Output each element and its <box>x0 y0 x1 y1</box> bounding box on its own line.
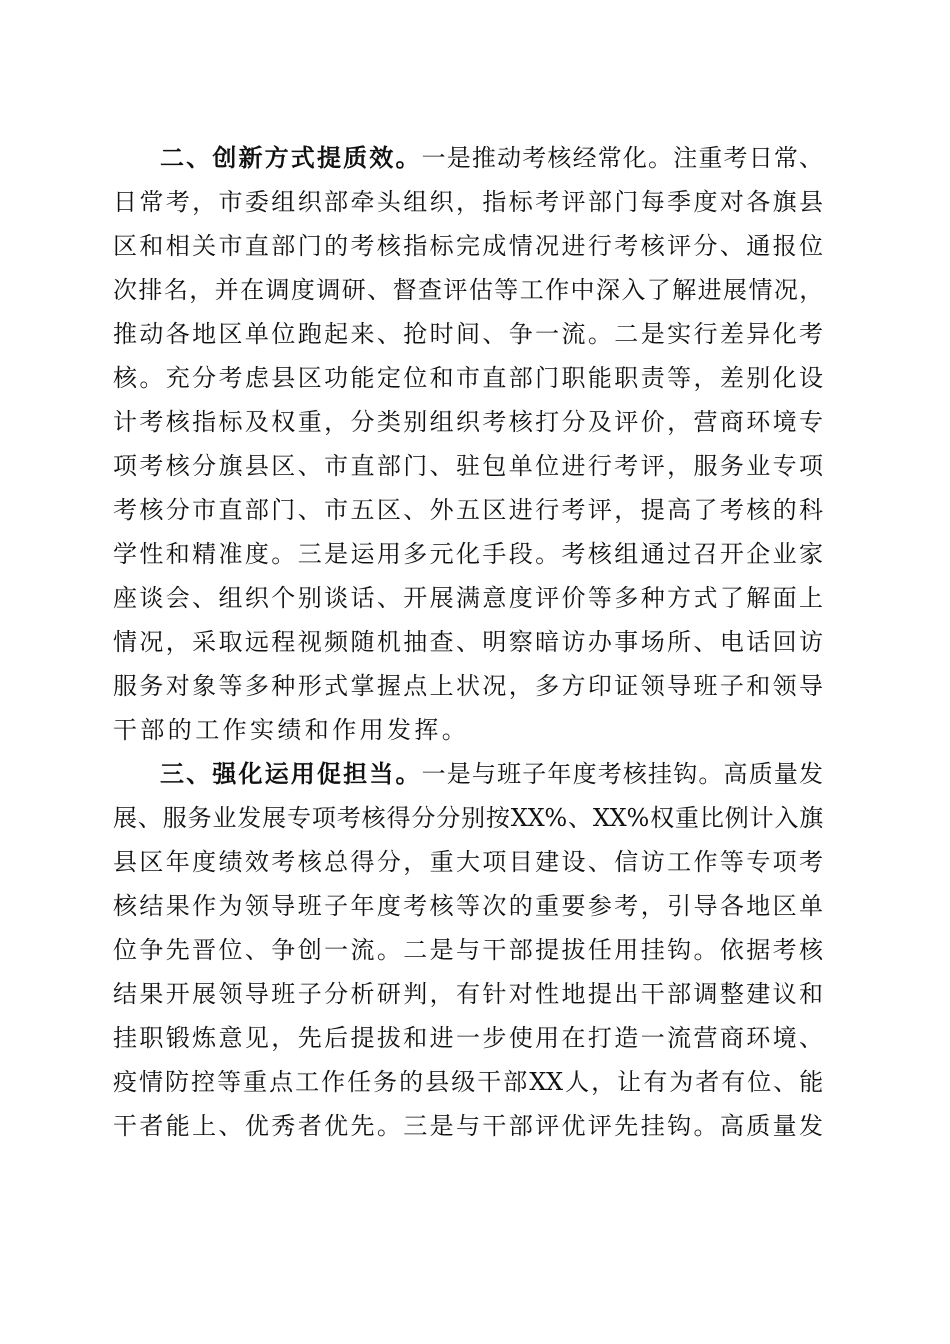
paragraph-line: 干者能上、优秀者优先。三是与干部评优评先挂钩。高质量发 <box>113 1112 823 1140</box>
paragraph-line: 核。充分考虑县区功能定位和市直部门职能职责等，差别化设 <box>113 364 823 392</box>
paragraph-line: 县区年度绩效考核总得分，重大项目建设、信访工作等专项考 <box>113 848 823 876</box>
paragraph-line: 项考核分旗县区、市直部门、驻包单位进行考评，服务业专项 <box>113 452 823 480</box>
paragraph-text: 一是与班子年度考核挂钩。高质量发 <box>421 760 823 788</box>
paragraph-line: 情况，采取远程视频随机抽查、明察暗访办事场所、电话回访 <box>113 628 823 656</box>
paragraph-line <box>160 136 823 180</box>
paragraph-line: 次排名，并在调度调研、督查评估等工作中深入了解进展情况， <box>113 276 823 304</box>
paragraph-line: 疫情防控等重点工作任务的县级干部XX人，让有为者有位、能 <box>113 1068 823 1096</box>
paragraph-line: 服务对象等多种形式掌握点上状况，多方印证领导班子和领导 <box>113 672 823 700</box>
paragraph-line: 核结果作为领导班子年度考核等次的重要参考，引导各地区单 <box>113 892 823 920</box>
section-heading: 三、强化运用促担当。 <box>160 760 422 788</box>
paragraph-line: 考核分市直部门、市五区、外五区进行考评，提高了考核的科 <box>113 496 823 524</box>
paragraph-text: 一是推动考核经常化。注重考日常、 <box>421 144 823 172</box>
paragraph-line: 挂职锻炼意见，先后提拔和进一步使用在打造一流营商环境、 <box>113 1024 823 1052</box>
paragraph-line: 学性和精准度。三是运用多元化手段。考核组通过召开企业家 <box>113 540 823 568</box>
paragraph-line: 结果开展领导班子分析研判，有针对性地提出干部调整建议和 <box>113 980 823 1008</box>
paragraph-line: 推动各地区单位跑起来、抢时间、争一流。二是实行差异化考 <box>113 320 823 348</box>
paragraph-line: 区和相关市直部门的考核指标完成情况进行考核评分、通报位 <box>113 232 823 260</box>
paragraph-line: 计考核指标及权重，分类别组织考核打分及评价，营商环境专 <box>113 408 823 436</box>
paragraph-line-last: 干部的工作实绩和作用发挥。 <box>113 716 470 744</box>
section-heading: 二、创新方式提质效。 <box>160 144 422 172</box>
paragraph-line: 日常考，市委组织部牵头组织，指标考评部门每季度对各旗县 <box>113 188 823 216</box>
paragraph-line: 座谈会、组织个别谈话、开展满意度评价等多种方式了解面上 <box>113 584 823 612</box>
paragraph-line: 展、服务业发展专项考核得分分别按XX%、XX%权重比例计入旗 <box>113 804 823 832</box>
paragraph-line: 位争先晋位、争创一流。二是与干部提拔任用挂钩。依据考核 <box>113 936 823 964</box>
paragraph-line <box>160 752 823 796</box>
